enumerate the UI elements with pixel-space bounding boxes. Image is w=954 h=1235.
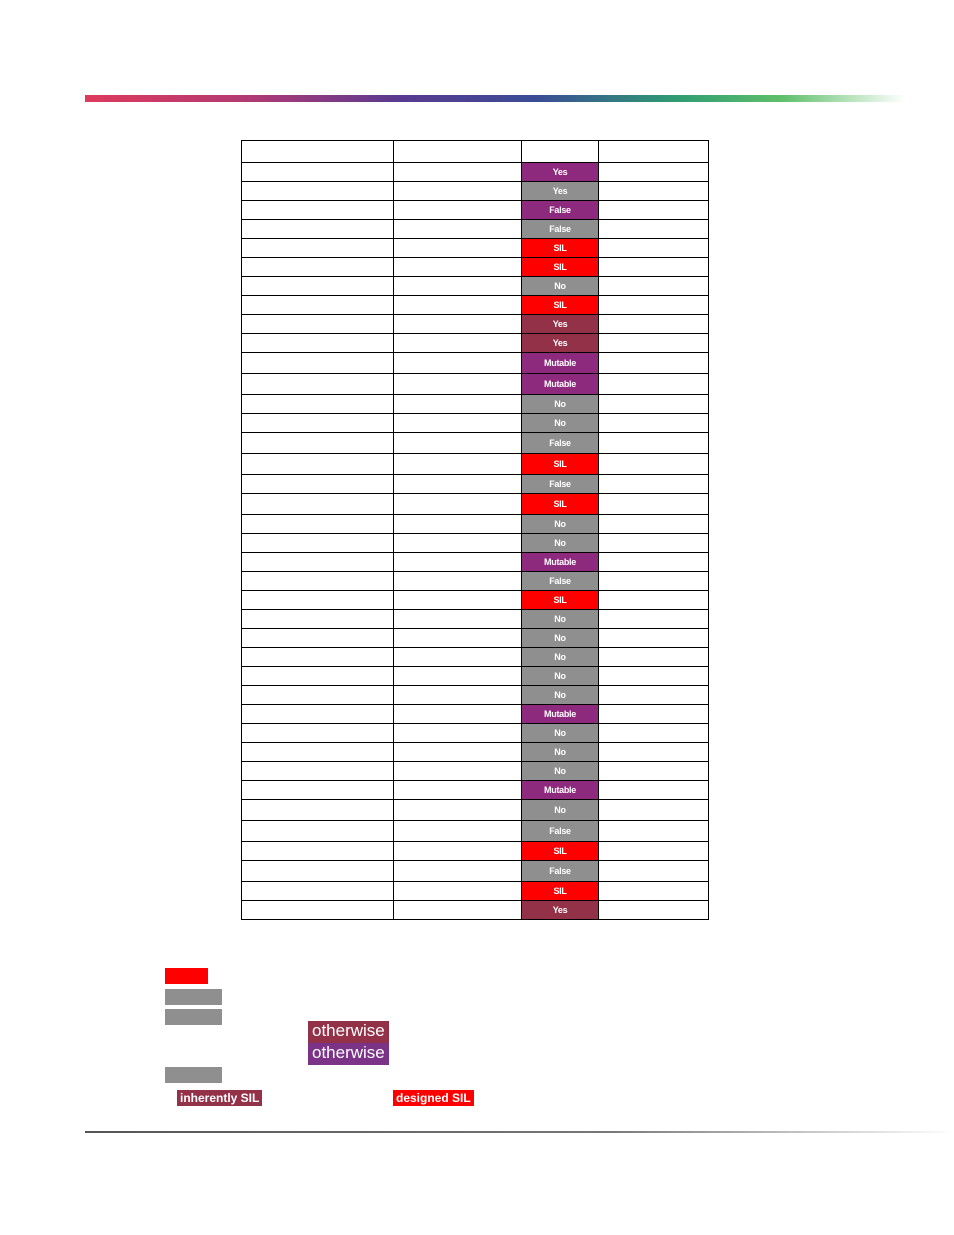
- empty-cell: [242, 821, 394, 842]
- status-cell: Mutable: [522, 353, 599, 374]
- empty-cell: [242, 610, 394, 629]
- status-cell: False: [522, 861, 599, 882]
- legend-swatch-red: [165, 968, 208, 984]
- status-cell: False: [522, 220, 599, 239]
- empty-cell: [394, 353, 522, 374]
- table-row: [242, 414, 709, 433]
- legend-otherwise-maroon: otherwise: [308, 1021, 389, 1044]
- empty-cell: [599, 454, 709, 475]
- empty-cell: [242, 705, 394, 724]
- table-row: [242, 572, 709, 591]
- table-row: [242, 220, 709, 239]
- empty-cell: [394, 882, 522, 901]
- empty-cell: [394, 433, 522, 454]
- header-cell: [599, 141, 709, 163]
- empty-cell: [599, 277, 709, 296]
- status-cell: No: [522, 667, 599, 686]
- empty-cell: [599, 433, 709, 454]
- empty-cell: [242, 743, 394, 762]
- empty-cell: [599, 901, 709, 920]
- empty-cell: [599, 201, 709, 220]
- status-cell: Yes: [522, 901, 599, 920]
- empty-cell: [242, 277, 394, 296]
- empty-cell: [394, 220, 522, 239]
- empty-cell: [242, 553, 394, 572]
- sil-table: [241, 140, 709, 920]
- empty-cell: [599, 882, 709, 901]
- empty-cell: [599, 334, 709, 353]
- empty-cell: [599, 705, 709, 724]
- empty-cell: [394, 705, 522, 724]
- table-row: [242, 515, 709, 534]
- table-row: [242, 705, 709, 724]
- empty-cell: [599, 648, 709, 667]
- empty-cell: [599, 182, 709, 201]
- empty-cell: [242, 239, 394, 258]
- status-cell: No: [522, 686, 599, 705]
- status-cell: Yes: [522, 334, 599, 353]
- table-row: [242, 296, 709, 315]
- table-row: [242, 842, 709, 861]
- empty-cell: [394, 374, 522, 395]
- empty-cell: [242, 353, 394, 374]
- empty-cell: [394, 182, 522, 201]
- empty-cell: [242, 901, 394, 920]
- legend-designed-sil: designed SIL: [393, 1090, 474, 1106]
- empty-cell: [599, 667, 709, 686]
- empty-cell: [242, 861, 394, 882]
- table-row: [242, 724, 709, 743]
- status-cell: Yes: [522, 182, 599, 201]
- status-cell: SIL: [522, 454, 599, 475]
- empty-cell: [242, 414, 394, 433]
- empty-cell: [394, 901, 522, 920]
- header-gradient-bar: [85, 95, 905, 102]
- legend-otherwise-purple: otherwise: [308, 1043, 389, 1065]
- empty-cell: [242, 296, 394, 315]
- empty-cell: [599, 534, 709, 553]
- empty-cell: [242, 800, 394, 821]
- table-row: [242, 353, 709, 374]
- empty-cell: [242, 163, 394, 182]
- legend-swatch-gray: [165, 1067, 222, 1083]
- empty-cell: [394, 629, 522, 648]
- empty-cell: [394, 454, 522, 475]
- legend-inherently-sil: inherently SIL: [177, 1090, 262, 1106]
- status-cell: No: [522, 277, 599, 296]
- empty-cell: [599, 395, 709, 414]
- empty-cell: [394, 553, 522, 572]
- empty-cell: [242, 494, 394, 515]
- table-row: [242, 743, 709, 762]
- header-cell: [242, 141, 394, 163]
- empty-cell: [599, 572, 709, 591]
- empty-cell: [394, 667, 522, 686]
- empty-cell: [242, 882, 394, 901]
- empty-cell: [599, 591, 709, 610]
- table-row: [242, 201, 709, 220]
- empty-cell: [242, 842, 394, 861]
- empty-cell: [394, 534, 522, 553]
- empty-cell: [394, 277, 522, 296]
- empty-cell: [599, 610, 709, 629]
- empty-cell: [599, 724, 709, 743]
- empty-cell: [599, 475, 709, 494]
- table-row: [242, 182, 709, 201]
- empty-cell: [242, 395, 394, 414]
- table-header-row: [242, 141, 709, 163]
- empty-cell: [394, 842, 522, 861]
- empty-cell: [242, 667, 394, 686]
- empty-cell: [394, 591, 522, 610]
- empty-cell: [599, 861, 709, 882]
- table-row: [242, 667, 709, 686]
- table-row: [242, 800, 709, 821]
- status-cell: No: [522, 648, 599, 667]
- status-cell: No: [522, 414, 599, 433]
- empty-cell: [242, 334, 394, 353]
- empty-cell: [394, 239, 522, 258]
- table-row: [242, 648, 709, 667]
- empty-cell: [394, 475, 522, 494]
- table-row: [242, 433, 709, 454]
- empty-cell: [394, 724, 522, 743]
- empty-cell: [599, 494, 709, 515]
- status-cell: SIL: [522, 239, 599, 258]
- status-cell: Mutable: [522, 781, 599, 800]
- status-cell: SIL: [522, 882, 599, 901]
- empty-cell: [394, 610, 522, 629]
- status-cell: No: [522, 743, 599, 762]
- empty-cell: [242, 454, 394, 475]
- empty-cell: [599, 296, 709, 315]
- table-row: [242, 882, 709, 901]
- empty-cell: [242, 374, 394, 395]
- table-row: [242, 277, 709, 296]
- empty-cell: [394, 315, 522, 334]
- empty-cell: [394, 648, 522, 667]
- empty-cell: [599, 515, 709, 534]
- empty-cell: [599, 743, 709, 762]
- empty-cell: [599, 553, 709, 572]
- empty-cell: [242, 515, 394, 534]
- empty-cell: [394, 800, 522, 821]
- table-row: [242, 258, 709, 277]
- empty-cell: [242, 686, 394, 705]
- status-cell: False: [522, 821, 599, 842]
- status-cell: SIL: [522, 591, 599, 610]
- status-cell: No: [522, 515, 599, 534]
- status-cell: Yes: [522, 163, 599, 182]
- empty-cell: [394, 572, 522, 591]
- empty-cell: [394, 781, 522, 800]
- table-row: [242, 762, 709, 781]
- legend-swatch-gray: [165, 1009, 222, 1025]
- empty-cell: [599, 163, 709, 182]
- status-cell: No: [522, 762, 599, 781]
- empty-cell: [242, 201, 394, 220]
- table-row: [242, 553, 709, 572]
- table-row: [242, 901, 709, 920]
- table-row: [242, 334, 709, 353]
- table-row: [242, 454, 709, 475]
- empty-cell: [394, 821, 522, 842]
- status-cell: Mutable: [522, 374, 599, 395]
- empty-cell: [599, 258, 709, 277]
- empty-cell: [599, 842, 709, 861]
- empty-cell: [394, 686, 522, 705]
- table-row: [242, 239, 709, 258]
- empty-cell: [394, 515, 522, 534]
- status-cell: Mutable: [522, 553, 599, 572]
- table-row: [242, 591, 709, 610]
- empty-cell: [242, 762, 394, 781]
- status-cell: No: [522, 724, 599, 743]
- empty-cell: [394, 414, 522, 433]
- empty-cell: [599, 821, 709, 842]
- empty-cell: [242, 182, 394, 201]
- table-row: [242, 629, 709, 648]
- empty-cell: [242, 572, 394, 591]
- status-cell: False: [522, 433, 599, 454]
- empty-cell: [599, 220, 709, 239]
- empty-cell: [394, 334, 522, 353]
- empty-cell: [599, 800, 709, 821]
- table-row: [242, 861, 709, 882]
- footer-rule: [85, 1131, 954, 1133]
- empty-cell: [394, 494, 522, 515]
- table-row: [242, 494, 709, 515]
- table-row: [242, 781, 709, 800]
- empty-cell: [599, 762, 709, 781]
- legend-swatch-gray: [165, 989, 222, 1005]
- empty-cell: [599, 686, 709, 705]
- empty-cell: [599, 414, 709, 433]
- empty-cell: [394, 762, 522, 781]
- status-cell: No: [522, 395, 599, 414]
- table-row: [242, 534, 709, 553]
- status-cell: Yes: [522, 315, 599, 334]
- table-row: [242, 610, 709, 629]
- status-cell: False: [522, 475, 599, 494]
- empty-cell: [599, 239, 709, 258]
- empty-cell: [599, 353, 709, 374]
- empty-cell: [242, 534, 394, 553]
- table-row: [242, 395, 709, 414]
- status-cell: No: [522, 800, 599, 821]
- empty-cell: [394, 743, 522, 762]
- empty-cell: [599, 781, 709, 800]
- empty-cell: [394, 395, 522, 414]
- empty-cell: [599, 629, 709, 648]
- table-row: [242, 374, 709, 395]
- status-cell: No: [522, 629, 599, 648]
- status-cell: SIL: [522, 494, 599, 515]
- table-row: [242, 163, 709, 182]
- table-row: [242, 686, 709, 705]
- header-cell: [522, 141, 599, 163]
- table-row: [242, 315, 709, 334]
- empty-cell: [394, 861, 522, 882]
- status-cell: False: [522, 572, 599, 591]
- empty-cell: [394, 258, 522, 277]
- empty-cell: [242, 315, 394, 334]
- table-row: [242, 475, 709, 494]
- empty-cell: [394, 296, 522, 315]
- empty-cell: [242, 433, 394, 454]
- empty-cell: [242, 220, 394, 239]
- empty-cell: [599, 374, 709, 395]
- status-cell: No: [522, 610, 599, 629]
- status-cell: SIL: [522, 842, 599, 861]
- empty-cell: [242, 629, 394, 648]
- table-row: [242, 821, 709, 842]
- empty-cell: [242, 591, 394, 610]
- empty-cell: [394, 201, 522, 220]
- empty-cell: [599, 315, 709, 334]
- empty-cell: [242, 258, 394, 277]
- empty-cell: [242, 475, 394, 494]
- status-cell: False: [522, 201, 599, 220]
- status-cell: No: [522, 534, 599, 553]
- empty-cell: [394, 163, 522, 182]
- empty-cell: [242, 724, 394, 743]
- empty-cell: [242, 781, 394, 800]
- status-cell: SIL: [522, 258, 599, 277]
- status-cell: Mutable: [522, 705, 599, 724]
- status-cell: SIL: [522, 296, 599, 315]
- header-cell: [394, 141, 522, 163]
- empty-cell: [242, 648, 394, 667]
